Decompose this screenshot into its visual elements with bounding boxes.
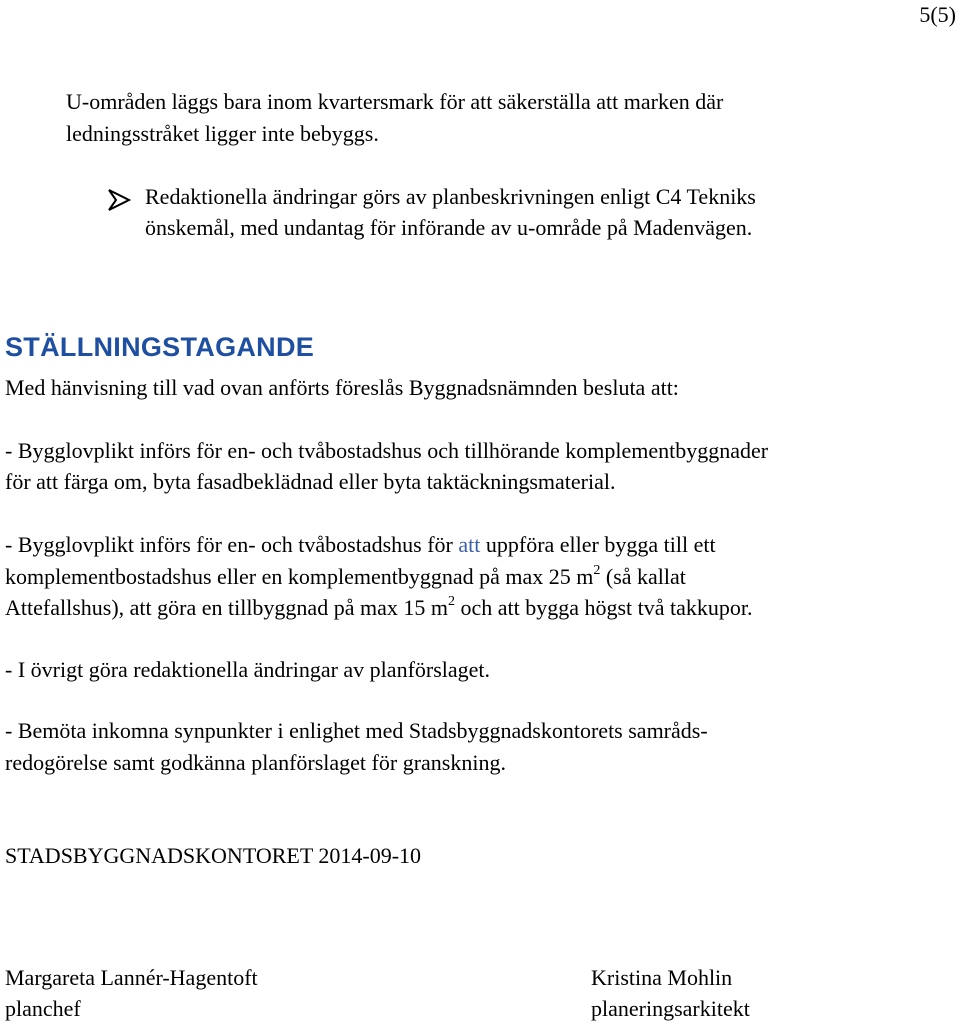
- decision-item-3: - I övrigt göra redaktionella ändringar av planförslaget.: [5, 657, 491, 682]
- decision-item-1-line-2: för att färga om, byta fasadbeklädnad eller byta taktäckningsmaterial.: [5, 469, 616, 494]
- signatory-name-1: Margareta Lannér-Hagentoft: [5, 965, 258, 990]
- item-2-line-2-end: (så kallat: [600, 564, 686, 589]
- arrow-bullet-icon: [107, 188, 133, 212]
- item-2-line-3-text: Attefallshus), att göra en tillbyggnad på max 15 m: [5, 595, 448, 620]
- bullet-line-1: Redaktionella ändringar görs av planbeskrivningen enligt C4 Tekniks: [145, 184, 756, 209]
- signatory-title-2: planeringsarkitekt: [591, 996, 750, 1021]
- office-date: STADSBYGGNADSKONTORET 2014-09-10: [5, 843, 422, 868]
- decision-item-4-line-1: - Bemöta inkomna synpunkter i enlighet med Stadsbyggnadskontorets samråds-: [5, 718, 708, 743]
- section-heading: STÄLLNINGSTAGANDE: [5, 332, 315, 362]
- intro-line-2: ledningsstråket ligger inte bebyggs.: [66, 121, 379, 146]
- item-2-line-2-text: komplementbostadshus eller en komplementbyggnad på max 25 m: [5, 564, 594, 589]
- item-2-text: - Bygglovplikt införs för en- och tvåbostadshus för: [5, 532, 459, 557]
- decision-item-4-line-2: redogörelse samt godkänna planförslaget för granskning.: [5, 750, 506, 775]
- item-2-line-3-end: och att bygga högst två takkupor.: [454, 595, 753, 620]
- signatory-name-2: Kristina Mohlin: [591, 965, 733, 990]
- superscript-2: 2: [593, 563, 601, 578]
- decision-item-2-line-3: [5, 594, 753, 620]
- item-2-text-end: uppföra eller bygga till ett: [480, 532, 716, 557]
- decision-item-2-line-1: [5, 534, 716, 556]
- item-2-att-word: att: [458, 532, 481, 557]
- page-number: 5(5): [919, 2, 956, 27]
- intro-line-1: U-områden läggs bara inom kvartersmark för att säkerställa att marken där: [66, 89, 724, 114]
- decision-item-2-line-2: [5, 563, 686, 589]
- decision-intro: Med hänvisning till vad ovan anförts föreslås Byggnadsnämnden besluta att:: [5, 375, 679, 400]
- bullet-line-2: önskemål, med undantag för införande av u-område på Madenvägen.: [145, 215, 753, 240]
- superscript-2: 2: [447, 594, 455, 609]
- signatory-title-1: planchef: [5, 996, 81, 1021]
- decision-item-1-line-1: - Bygglovplikt införs för en- och tvåbostadshus och tillhörande komplementbyggnader: [5, 438, 769, 463]
